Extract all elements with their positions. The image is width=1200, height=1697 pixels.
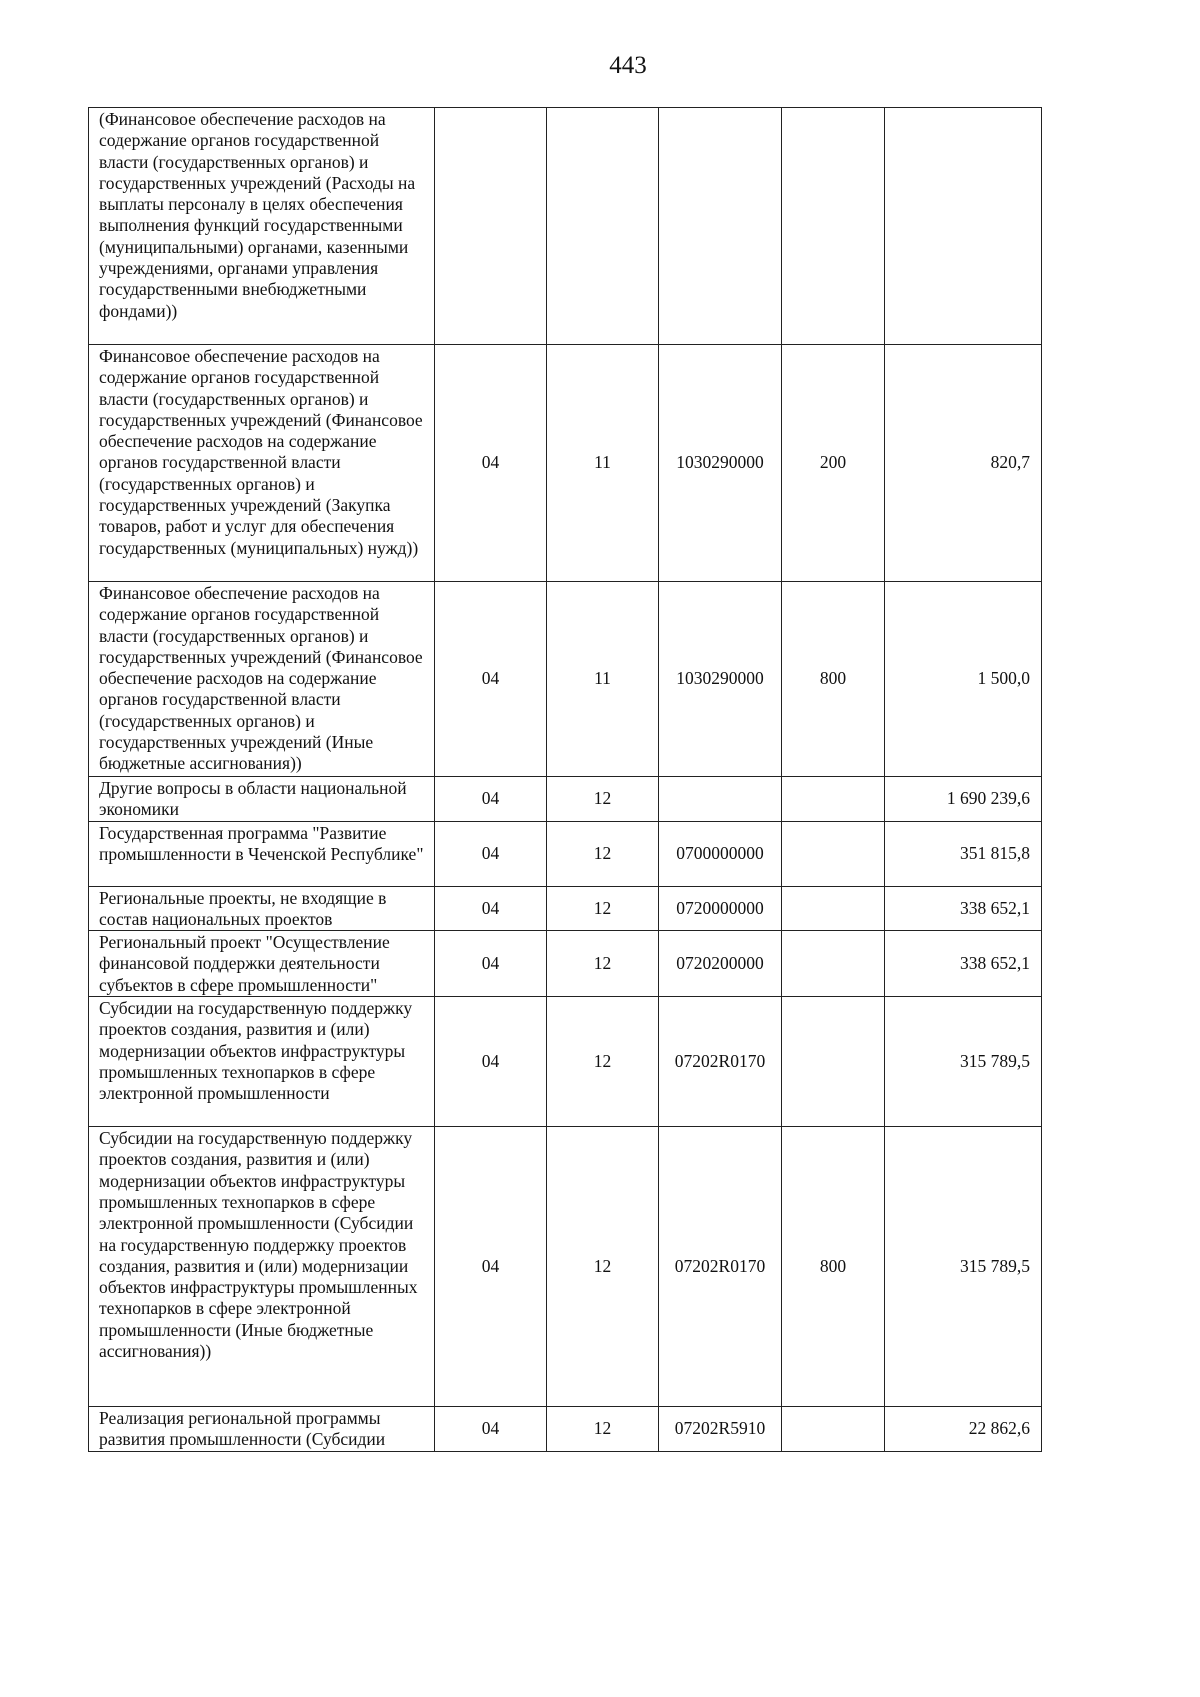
table-row	[89, 582, 1042, 777]
row-section: 04	[435, 1407, 547, 1452]
row-target-article: 07202R5910	[659, 1407, 782, 1452]
row-amount: 22 862,6	[885, 1407, 1042, 1452]
budget-table-body	[89, 108, 1042, 1452]
row-subsection: 11	[547, 582, 659, 777]
row-subsection: 12	[547, 821, 659, 886]
table-row	[89, 1407, 1042, 1452]
row-target-article: 1030290000	[659, 345, 782, 582]
row-description: Субсидии на государственную поддержку проектов создания, развития и (или) модернизации объектов инфраструктуры промышленных технопарков в сфере электронной промышленности	[89, 997, 435, 1127]
row-section: 04	[435, 777, 547, 822]
row-expense-type	[782, 931, 885, 997]
row-description: Региональные проекты, не входящие в состав национальных проектов	[89, 886, 435, 931]
row-section: 04	[435, 931, 547, 997]
row-amount: 315 789,5	[885, 997, 1042, 1127]
row-section: 04	[435, 997, 547, 1127]
row-description: Реализация региональной программы развития промышленности (Субсидии	[89, 1407, 435, 1452]
row-target-article: 07202R0170	[659, 997, 782, 1127]
row-expense-type	[782, 777, 885, 822]
page-number: 443	[609, 52, 647, 79]
table-row	[89, 821, 1042, 886]
row-target-article: 0720000000	[659, 886, 782, 931]
row-expense-type	[782, 886, 885, 931]
row-amount: 351 815,8	[885, 821, 1042, 886]
row-expense-type: 800	[782, 582, 885, 777]
row-description: (Финансовое обеспечение расходов на содержание органов государственной власти (государственных органов) и государственных учреждений (Расходы на выплаты персоналу в целях обеспечения выполнения функций государственными (муниципальными) органами, казенными учреждениями, органами управления государственными внебюджетными фондами))	[89, 108, 435, 345]
row-amount: 1 500,0	[885, 582, 1042, 777]
row-subsection	[547, 108, 659, 345]
row-section: 04	[435, 1127, 547, 1407]
row-amount: 820,7	[885, 345, 1042, 582]
row-target-article	[659, 108, 782, 345]
table-row	[89, 108, 1042, 345]
row-section: 04	[435, 582, 547, 777]
row-amount: 338 652,1	[885, 931, 1042, 997]
table-row	[89, 886, 1042, 931]
row-subsection: 12	[547, 1127, 659, 1407]
row-target-article: 07202R0170	[659, 1127, 782, 1407]
row-subsection: 12	[547, 997, 659, 1127]
row-subsection: 12	[547, 1407, 659, 1452]
row-amount: 315 789,5	[885, 1127, 1042, 1407]
row-description: Другие вопросы в области национальной экономики	[89, 777, 435, 822]
row-expense-type	[782, 997, 885, 1127]
row-section: 04	[435, 821, 547, 886]
row-subsection: 11	[547, 345, 659, 582]
row-expense-type: 800	[782, 1127, 885, 1407]
row-target-article: 1030290000	[659, 582, 782, 777]
row-description: Субсидии на государственную поддержку проектов создания, развития и (или) модернизации объектов инфраструктуры промышленных технопарков в сфере электронной промышленности (Субсидии на государственную поддержку проектов создания, развития и (или) модернизации объектов инфраструктуры промышленных технопарков в сфере электронной промышленности (Иные бюджетные ассигнования))	[89, 1127, 435, 1407]
row-section: 04	[435, 886, 547, 931]
table-row	[89, 931, 1042, 997]
row-target-article: 0700000000	[659, 821, 782, 886]
row-section	[435, 108, 547, 345]
table-row	[89, 1127, 1042, 1407]
row-description: Государственная программа "Развитие промышленности в Чеченской Республике"	[89, 821, 435, 886]
budget-table	[88, 107, 1042, 1452]
row-subsection: 12	[547, 886, 659, 931]
row-amount: 338 652,1	[885, 886, 1042, 931]
row-description: Финансовое обеспечение расходов на содержание органов государственной власти (государственных органов) и государственных учреждений (Финансовое обеспечение расходов на содержание органов государственной власти (государственных органов) и государственных учреждений (Иные бюджетные ассигнования))	[89, 582, 435, 777]
row-target-article: 0720200000	[659, 931, 782, 997]
row-amount	[885, 108, 1042, 345]
row-target-article	[659, 777, 782, 822]
table-row	[89, 777, 1042, 822]
row-subsection: 12	[547, 931, 659, 997]
row-section: 04	[435, 345, 547, 582]
row-description: Региональный проект "Осуществление финансовой поддержки деятельности субъектов в сфере промышленности"	[89, 931, 435, 997]
table-row	[89, 345, 1042, 582]
row-description: Финансовое обеспечение расходов на содержание органов государственной власти (государственных органов) и государственных учреждений (Финансовое обеспечение расходов на содержание органов государственной власти (государственных органов) и государственных учреждений (Закупка товаров, работ и услуг для обеспечения государственных (муниципальных) нужд))	[89, 345, 435, 582]
row-amount: 1 690 239,6	[885, 777, 1042, 822]
row-subsection: 12	[547, 777, 659, 822]
row-expense-type	[782, 108, 885, 345]
table-row	[89, 997, 1042, 1127]
row-expense-type	[782, 821, 885, 886]
row-expense-type	[782, 1407, 885, 1452]
row-expense-type: 200	[782, 345, 885, 582]
